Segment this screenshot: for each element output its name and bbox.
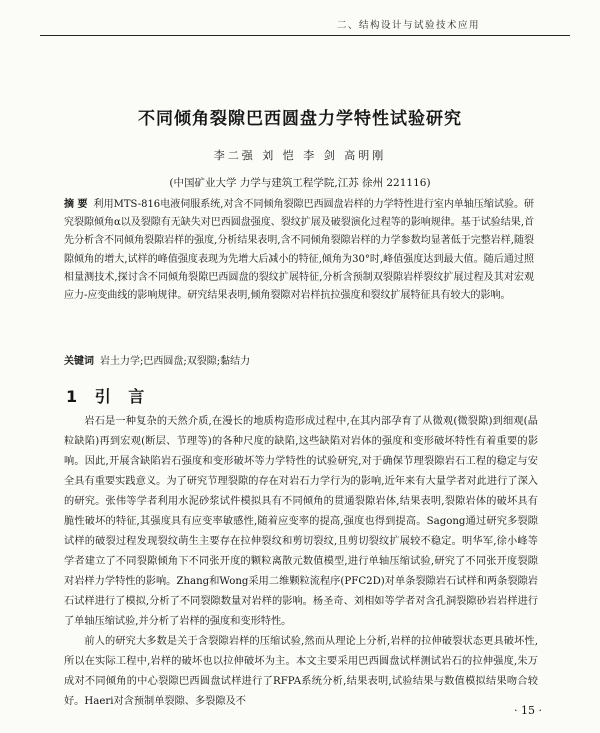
paper-title: 不同倾角裂隙巴西圆盘力学特性试验研究 <box>138 109 462 129</box>
abstract-label: 摘 要 <box>64 199 88 210</box>
paragraph: 岩石是一种复杂的天然介质,在漫长的地质构造形成过程中,在其内部孕育了从微观(微裂隙)到细观(晶粒缺陷)再到宏观(断层、节理等)的各种尺度的缺陷,这些缺陷对岩体的强度和变形破坏特性有着重要的影响。因此,开展含缺陷岩石强度和变形破坏等力学特性的试验研究,对于确保节理裂隙岩石工程的稳定与安全具有重要实践意义。为了研究节理裂隙的存在对岩石力学行为的影响,近年来有大量学者对此进行了深入的研究。张伟等学者利用水泥砂浆试件模拟具有不同倾角的贯通裂隙岩体,结果表明,裂隙岩体的破坏具有脆性破坏的特征,其强度具有应变率敏感性,随着应变率的提高,强度也得到提高。Sagong通过研究多裂隙试样的破裂过程发现裂纹萌生主要存在拉伸裂纹和剪切裂纹,且剪切裂纹扩展较不稳定。明华军,徐小峰等学者建立了不同裂隙倾角下不同张开度的颗粒离散元数值模型,进行单轴压缩试验,研究了不同张开度裂隙对岩样力学特性的影响。Zhang和Wong采用二维颗粒流程序(PFC2D)对单条裂隙岩石试样和两条裂隙岩石试样进行了模拟,分析了不同裂隙数量对岩样的影响。杨圣奇、刘相如等学者对含孔洞裂隙砂岩岩样进行了单轴压缩试验,并分析了岩样的强度和变形特性。 <box>64 416 538 627</box>
paragraph: 前人的研究大多数是关于含裂隙岩样的压缩试验,然而从理论上分析,岩样的拉伸破裂状态更具破坏性,所以在实际工程中,岩样的破坏也以拉伸破坏为主。本文主要采用巴西圆盘试样测试岩石的拉伸强度,朱万成对不同倾角的中心裂隙巴西圆盘试样进行了RFPA系统分析,结果表明,试验结果与数值模拟结果吻合较好。Haeri对含预制单裂隙、多裂隙及不 <box>64 636 538 707</box>
keywords <box>64 353 534 371</box>
affiliation: (中国矿业大学 力学与建筑工程学院,江苏 徐州 221116) <box>169 177 431 189</box>
keywords-label: 关键词 <box>64 356 94 367</box>
author-list: 李二强 刘 恺 李 剑 高明刚 <box>213 149 387 162</box>
page-number: · 15 · <box>514 704 542 717</box>
keywords-text: 岩土力学;巴西圆盘;双裂隙;黏结力 <box>100 356 251 367</box>
abstract <box>64 196 534 305</box>
running-head <box>40 15 570 37</box>
body-text <box>64 412 538 712</box>
section-heading <box>66 384 150 407</box>
abstract-text: 利用MTS-816电液伺服系统,对含不同倾角裂隙巴西圆盘岩样的力学特性进行室内单轴压缩试验。研究裂隙倾角α以及裂隙有无缺失对巴西圆盘强度、裂纹扩展及破裂演化过程等的影响规律。基于试验结果,首先分析含不同倾角裂隙岩样的强度,分析结果表明,含不同倾角裂隙岩样的力学参数均显著低于完整岩样,随裂隙倾角的增大,试样的峰值强度表现为先增大后减小的特征,倾角为30°时,峰值强度达到最大值。随后通过照相量测技术,探讨含不同倾角裂隙巴西圆盘的裂纹扩展特征,分析含预制双裂隙岩样裂纹扩展过程及其对宏观应力-应变曲线的影响规律。研究结果表明,倾角裂隙对岩样抗拉强度和裂纹扩展特征具有较大的影响。 <box>64 199 534 302</box>
running-head-text: 二、结构设计与试验技术应用 <box>336 20 480 31</box>
section-number: 1 <box>66 387 84 406</box>
header-rule <box>40 35 570 36</box>
section-title-text: 引 言 <box>94 387 151 406</box>
